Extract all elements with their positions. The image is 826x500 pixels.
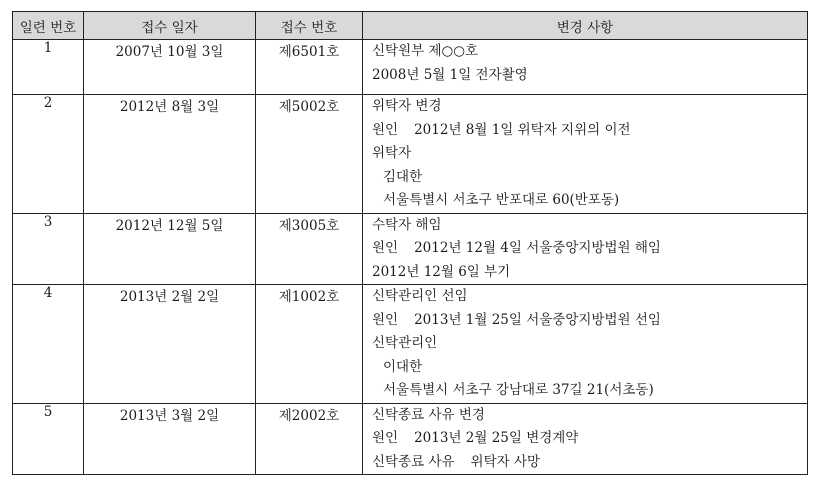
table-row — [13, 95, 808, 214]
cause-value: 2012년 12월 4일 서울중앙지방법원 해임 — [414, 240, 661, 256]
change-line: 신탁관리인 선임 — [372, 288, 468, 304]
changes-cell — [363, 95, 808, 214]
changes-cell — [363, 403, 808, 475]
header-serial: 일련 번호 — [13, 12, 84, 40]
change-line: 서울특별시 서초구 반포대로 60(반포동) — [383, 192, 620, 208]
change-line — [363, 119, 807, 143]
record-no-cell: 제6501호 — [256, 40, 363, 95]
change-line: 서울특별시 서초구 강남대로 37길 21(서초동) — [383, 382, 654, 398]
record-no-cell: 제1002호 — [256, 285, 363, 404]
change-line: 2012년 12월 6일 부기 — [372, 263, 511, 280]
serial-cell: 2 — [13, 95, 84, 214]
table-row — [13, 285, 808, 404]
table-row — [13, 40, 808, 95]
record-no-cell: 제3005호 — [256, 213, 363, 285]
change-line — [363, 309, 807, 333]
date-cell: 2007년 10월 3일 — [84, 40, 256, 95]
header-changes: 변경 사항 — [363, 12, 808, 40]
header-date: 접수 일자 — [84, 12, 256, 40]
change-line: 김대한 — [383, 168, 423, 185]
table-row — [13, 213, 808, 285]
change-line — [363, 237, 807, 261]
change-line: 신탁원부 제○○호 — [372, 43, 479, 59]
reason-label: 신탁종료 사유 — [372, 453, 455, 470]
cause-label: 원인 — [372, 240, 399, 256]
trust-change-table — [12, 11, 808, 475]
changes-cell — [363, 213, 808, 285]
date-cell: 2012년 12월 5일 — [84, 213, 256, 285]
change-line: 수탁자 해임 — [372, 216, 442, 233]
change-line — [363, 427, 807, 451]
reason-value: 위탁자 사망 — [470, 453, 541, 470]
date-cell: 2013년 2월 2일 — [84, 285, 256, 404]
record-no-cell: 제2002호 — [256, 403, 363, 475]
changes-cell — [363, 285, 808, 404]
serial-cell: 5 — [13, 403, 84, 475]
cause-label: 원인 — [372, 121, 399, 138]
change-line: 위탁자 — [372, 145, 412, 161]
date-cell: 2012년 8월 3일 — [84, 95, 256, 214]
cause-label: 원인 — [372, 311, 399, 328]
header-record-no: 접수 번호 — [256, 12, 363, 40]
serial-cell: 1 — [13, 40, 84, 95]
serial-cell: 3 — [13, 213, 84, 285]
header-row — [13, 12, 808, 40]
cause-label: 원인 — [372, 430, 399, 446]
changes-cell — [363, 40, 808, 95]
change-line: 2008년 5월 1일 전자촬영 — [372, 66, 528, 83]
cause-value: 2013년 2월 25일 변경계약 — [414, 430, 579, 446]
change-line — [363, 451, 807, 475]
change-line: 신탁종료 사유 변경 — [372, 406, 485, 423]
change-line: 신탁관리인 — [372, 335, 438, 351]
change-line: 이대한 — [383, 358, 423, 375]
change-line: 위탁자 변경 — [372, 98, 442, 114]
table-row — [13, 403, 808, 475]
record-no-cell: 제5002호 — [256, 95, 363, 214]
serial-cell: 4 — [13, 285, 84, 404]
cause-value: 2013년 1월 25일 서울중앙지방법원 선임 — [414, 311, 661, 328]
cause-value: 2012년 8월 1일 위탁자 지위의 이전 — [414, 121, 631, 138]
date-cell: 2013년 3월 2일 — [84, 403, 256, 475]
